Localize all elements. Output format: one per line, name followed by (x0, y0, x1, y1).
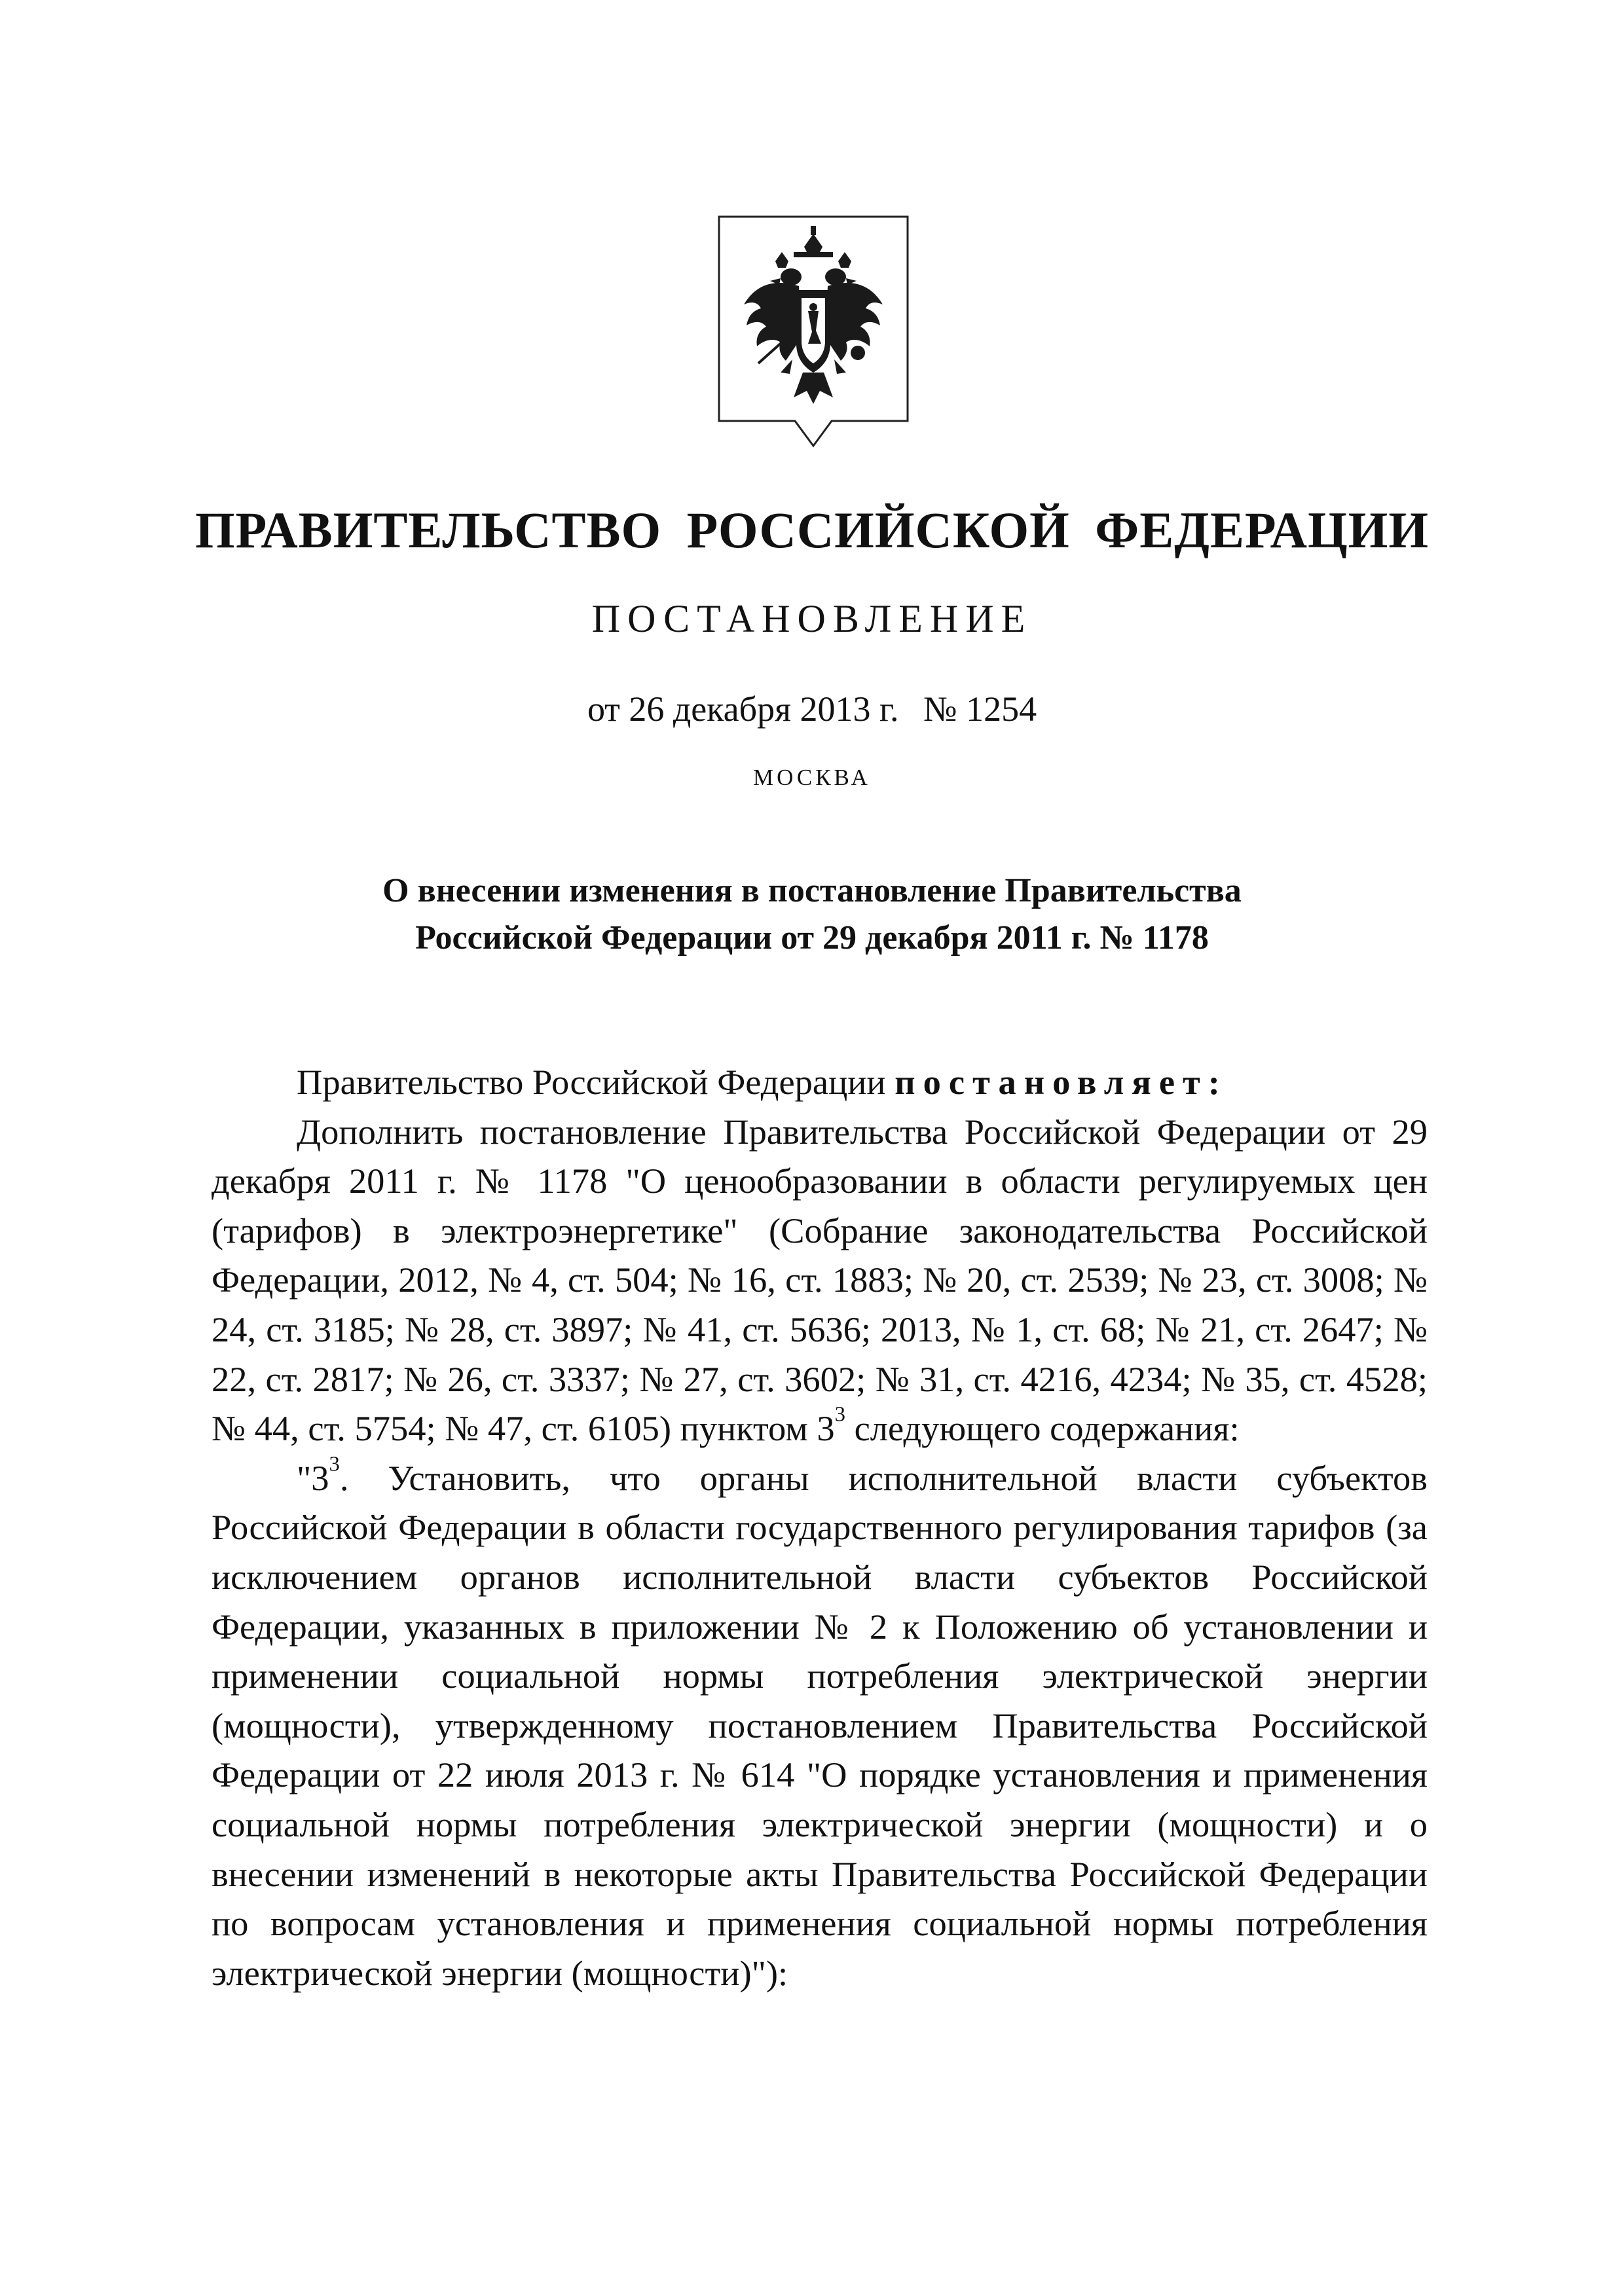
clause-superscript: 3 (329, 1452, 340, 1476)
paragraph-preamble (212, 1057, 1428, 1107)
city: МОСКВА (753, 765, 871, 790)
paragraph-clause (212, 1453, 1428, 1998)
preamble-lead: Правительство Российской Федерации (297, 1062, 895, 1102)
document-subject (196, 867, 1428, 962)
coat-of-arms-emblem (715, 213, 912, 450)
paragraph-amendment (212, 1107, 1428, 1453)
amendment-end: следующего содержания: (854, 1408, 1240, 1449)
clause-text: . Установить, что органы исполнительной власти субъектов Российской Федерации в области государственного регулирования тарифов (за исключением органов исполнительной власти субъектов Российской Федерации, указанных в приложении № 2 к Положению об установлении и применении социальной нормы потребления электрической энергии (мощности), утвержденному постановлением Правительства Российской Федерации от 22 июля 2013 г. № 614 "О порядке установления и применения социальной нормы потребления электрической энергии (мощности) и о внесении изменений в некоторые акты Правительства Российской Федерации по вопросам установления и применения социальной нормы потребления электрической энергии (мощности)"): (212, 1457, 1428, 1993)
date-and-number (0, 686, 1624, 732)
amendment-text: Дополнить постановление Правительства Российской Федерации от 29 декабря 2011 г. № 1178 "О ценообразовании в области регулируемых цен (тарифов) в электроэнергетике" (Собрание законодательства Российской Федерации, 2012, № 4, ст. 504; № 16, ст. 1883; № 20, ст. 2539; № 23, ст. 3008; № 24, ст. 3185; № 28, ст. 3897; № 41, ст. 5636; 2013, № 1, ст. 68; № 21, ст. 2647; № 22, ст. 2817; № 26, ст. 3337; № 27, ст. 3602; № 31, ст. 4216, 4234; № 35, ст. 4528; № 44, ст. 5754; № 47, ст. 6105) пунктом 3 (212, 1111, 1428, 1449)
subject-line-1: О внесении изменения в постановление Правительства (382, 872, 1242, 909)
amendment-superscript: 3 (834, 1402, 845, 1427)
clause-open: "3 (297, 1457, 329, 1498)
number-sign: № (923, 689, 957, 729)
document-number: 1254 (966, 689, 1037, 729)
subject-line-2: Российской Федерации от 29 декабря 2011 г. № 1178 (415, 919, 1209, 957)
document-date: от 26 декабря 2013 г. (587, 689, 899, 729)
decree-word: постановляет: (895, 1062, 1228, 1102)
organization-title: ПРАВИТЕЛЬСТВО РОССИЙСКОЙ ФЕДЕРАЦИИ (195, 501, 1429, 558)
document-type: ПОСТАНОВЛЕНИЕ (591, 597, 1033, 640)
document-body (212, 1057, 1428, 1997)
